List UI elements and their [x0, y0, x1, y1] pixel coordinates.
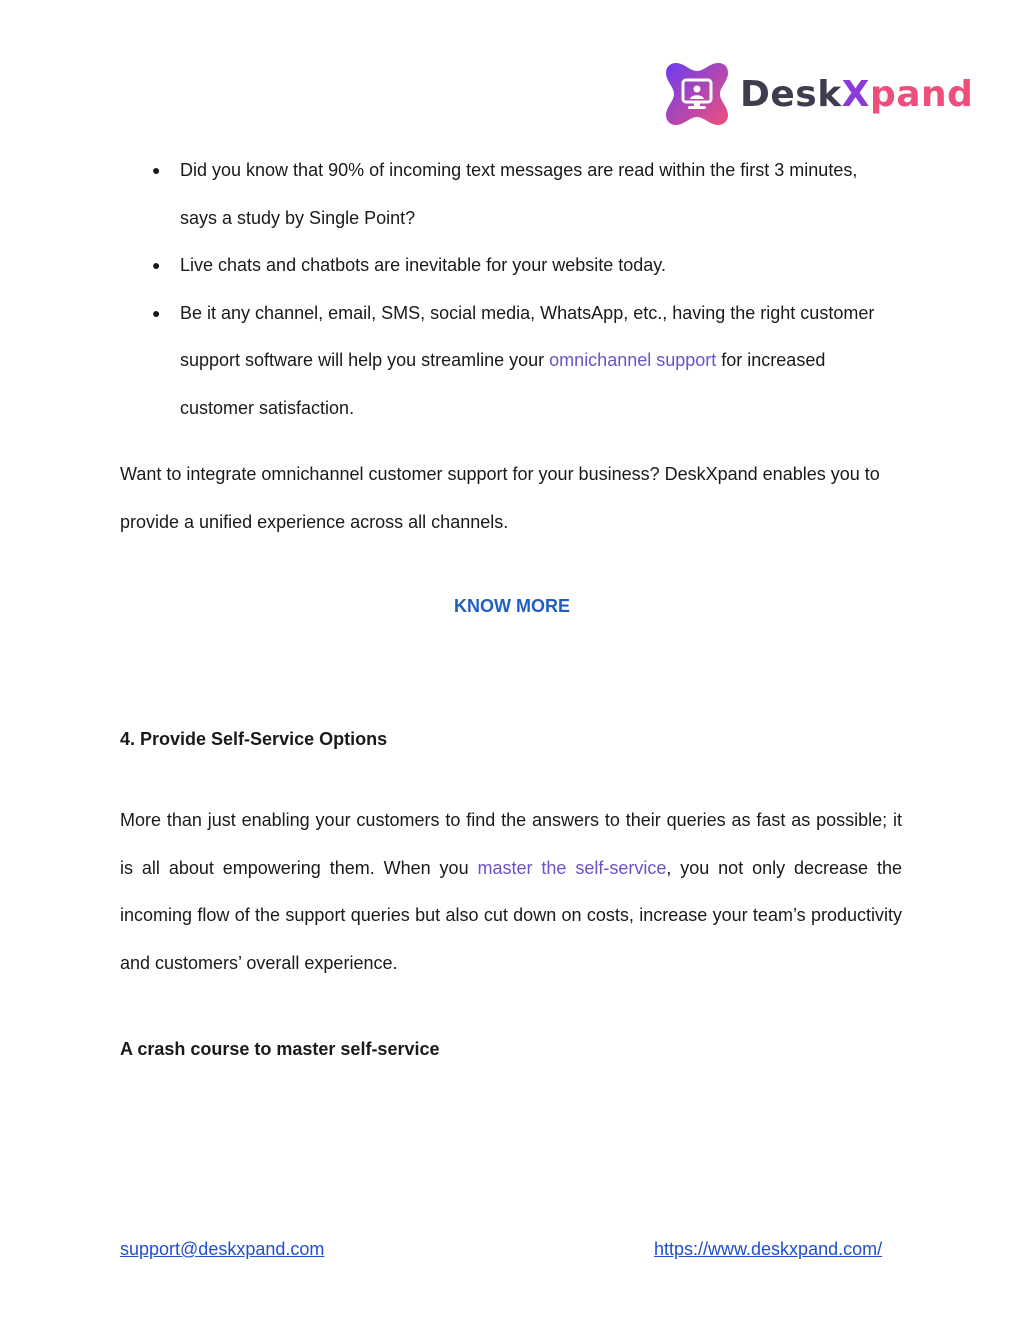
list-item — [0, 242, 890, 290]
bullet-icon: ● — [152, 304, 161, 321]
logo-pand-text: pand — [869, 73, 974, 115]
logo-wordmark — [740, 74, 973, 115]
support-email-link[interactable]: support@deskxpand.com — [120, 1239, 325, 1259]
deskxpand-logo — [664, 60, 973, 128]
website-link[interactable]: https://www.deskxpand.com/ — [654, 1239, 883, 1259]
bullet-icon: ● — [152, 257, 161, 273]
bullet-text: Be it any channel, email, SMS, social media, WhatsApp, etc., having the right customer support software will help you streamline your — [180, 302, 875, 370]
subheading: A crash course to master self-service — [120, 1039, 440, 1059]
bullet-text: Did you know that 90% of incoming text messages are read within the first 3 minutes, says a study by Single Point? — [180, 160, 858, 228]
intro-paragraph: Want to integrate omnichannel customer support for your business? DeskXpand enables you to provide a unified experience across all channels. — [120, 464, 880, 532]
bullet-icon: ● — [152, 162, 161, 178]
logo-x-text: X — [841, 73, 870, 115]
deskxpand-logo-icon — [664, 61, 730, 127]
paragraph-text: , you not only decrease the incoming flow of the support queries but also cut down on costs, increase your team’s productivity and customers’ overall experience. — [120, 857, 902, 973]
logo-desk-text: Desk — [740, 73, 842, 115]
omnichannel-support-link[interactable]: omnichannel support — [549, 350, 717, 370]
list-item — [0, 147, 890, 242]
know-more-button[interactable]: KNOW MORE — [454, 596, 570, 616]
self-service-paragraph — [120, 797, 902, 987]
bullet-text: for increased customer satisfaction. — [180, 350, 826, 418]
bullet-text: Live chats and chatbots are inevitable for your website today. — [180, 255, 666, 275]
paragraph-text: More than just enabling your customers to find the answers to their queries as fast as possible; it is all about empowering them. When you — [120, 810, 902, 878]
list-item — [0, 290, 890, 433]
section-heading: 4. Provide Self-Service Options — [120, 729, 388, 749]
master-self-service-link[interactable]: master the self-service — [477, 857, 667, 878]
bullet-list — [0, 147, 1024, 432]
